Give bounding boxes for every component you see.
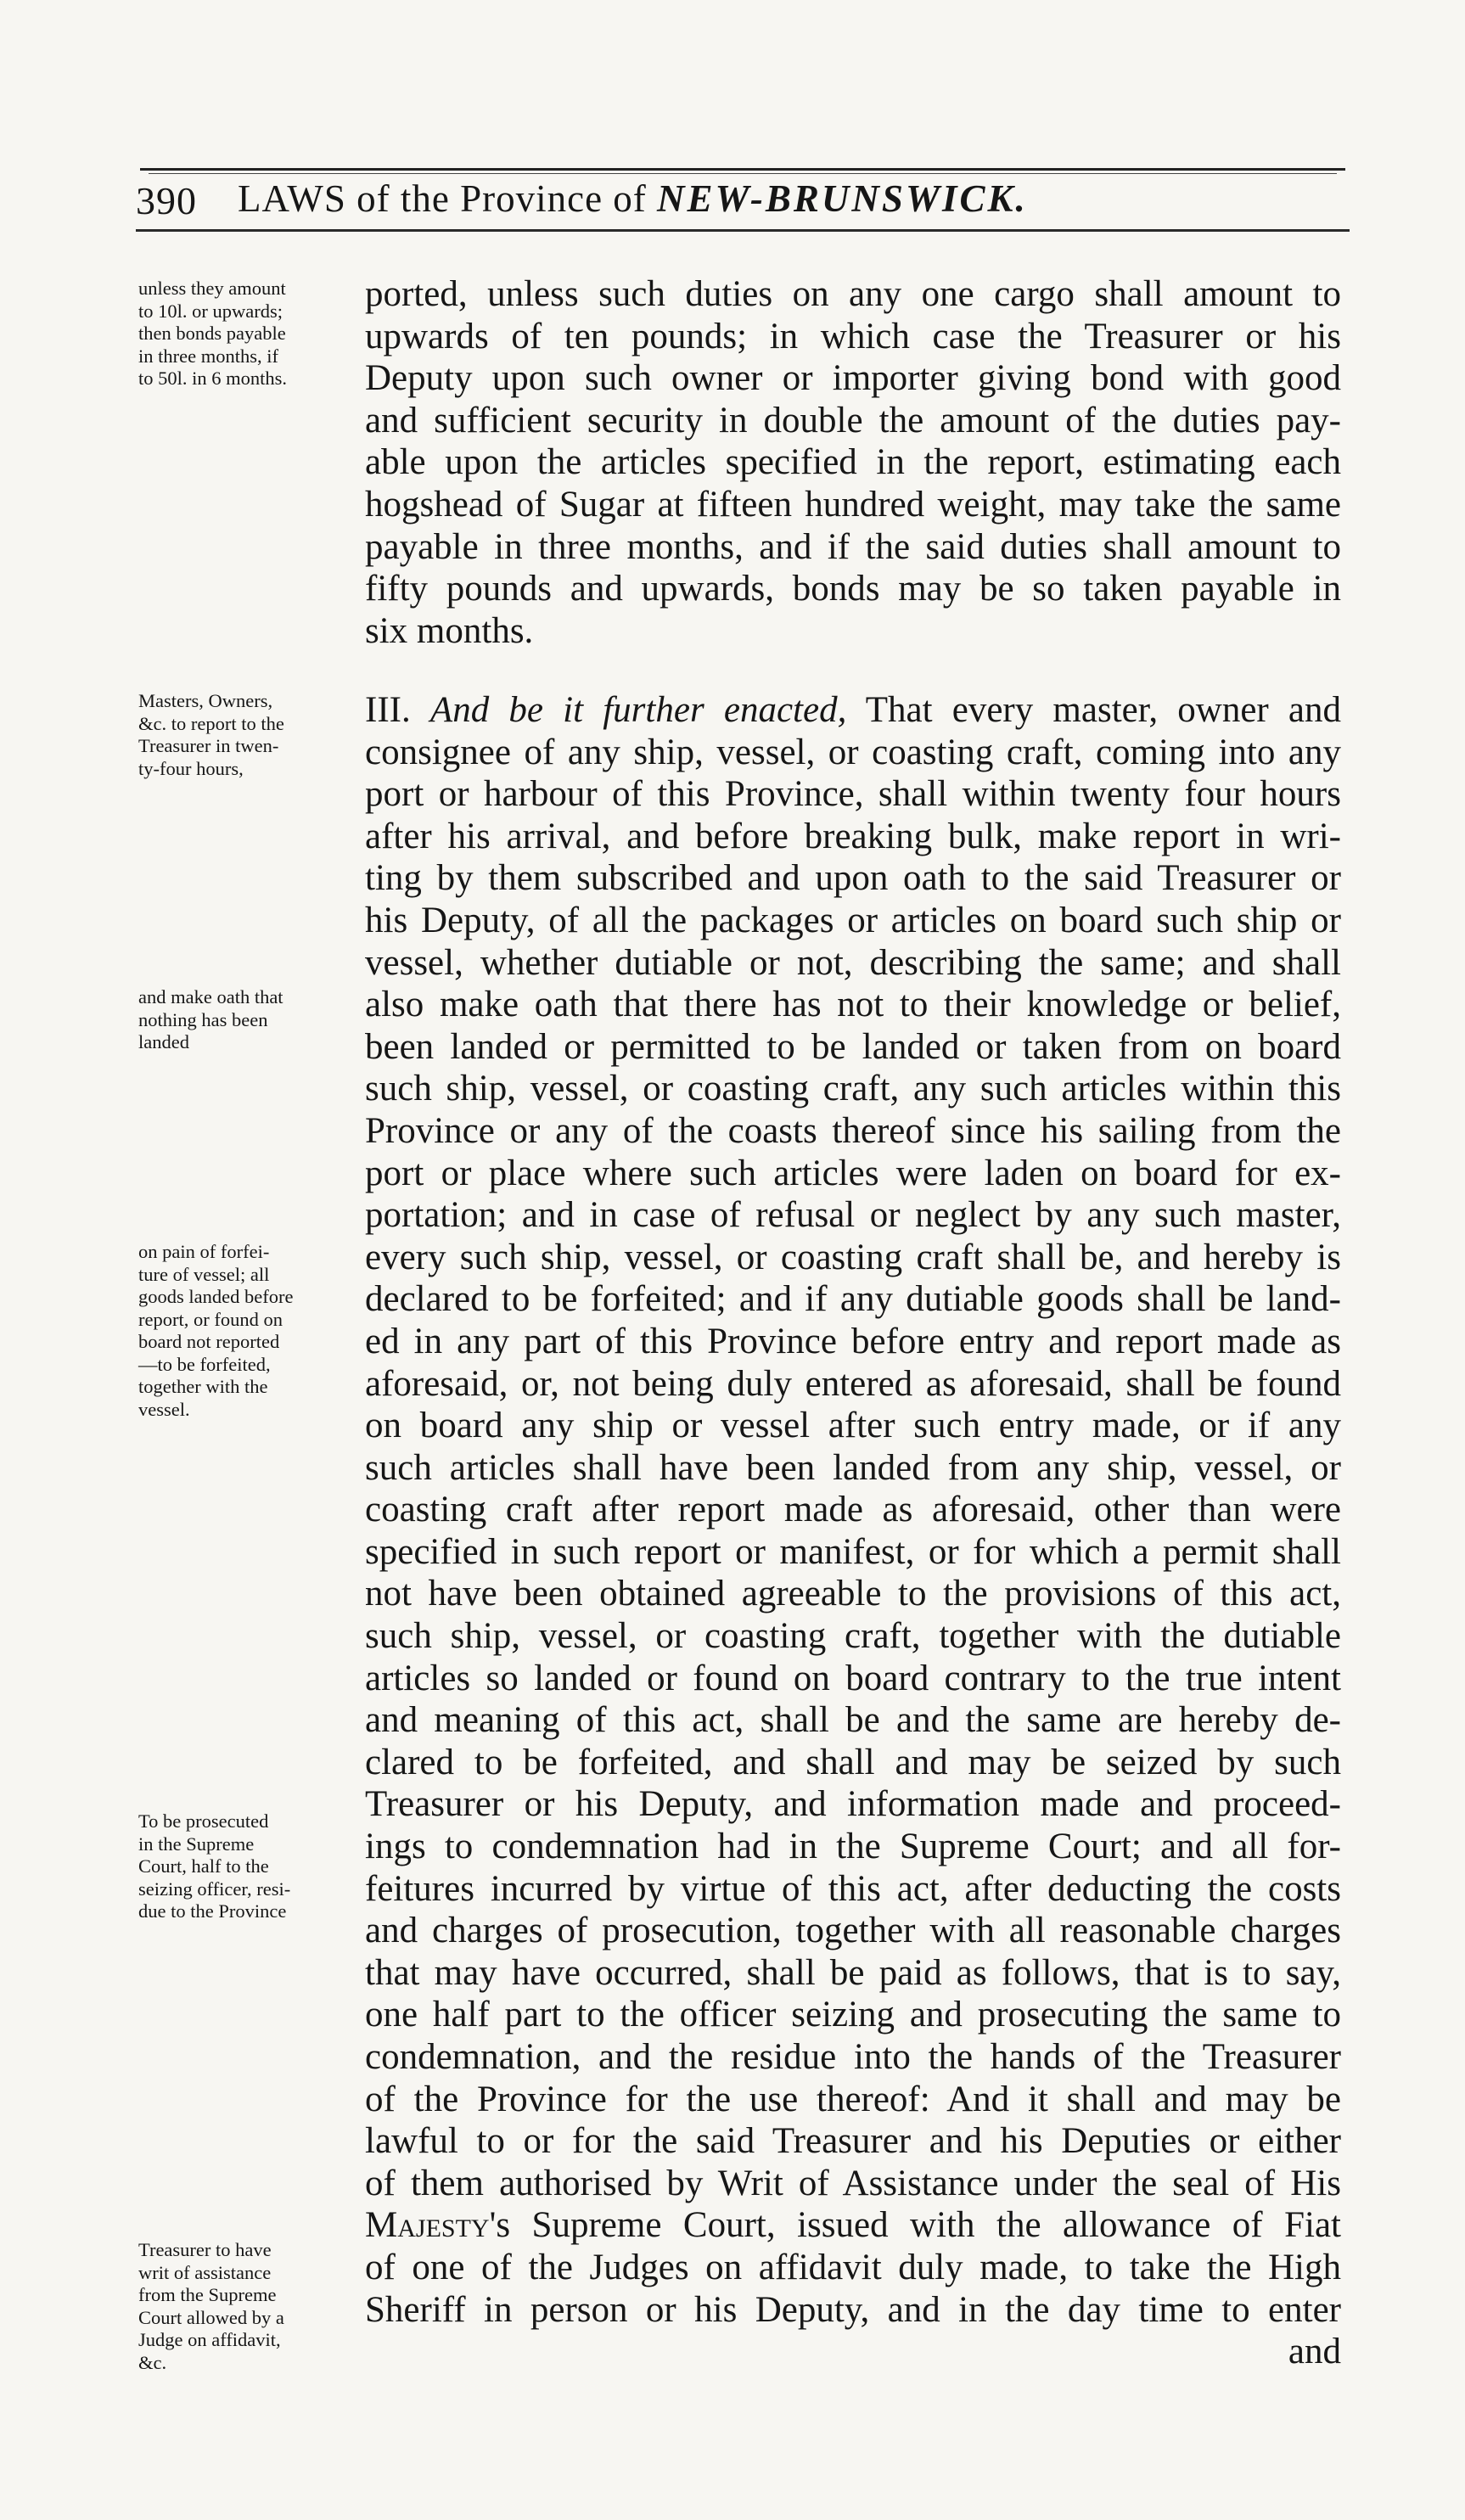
margin-note-line: seizing officer, resi-	[138, 1877, 291, 1900]
margin-note-line: together with the	[138, 1376, 268, 1397]
running-head-prefix: LAWS of the Province of	[238, 177, 647, 220]
text-line: that may have occurred, shall be paid as follows, that is to say,	[365, 1952, 1341, 1993]
margin-note-line: in the Supreme	[138, 1832, 255, 1855]
text-line: not have been obtained agreeable to the provisions of this act,	[365, 1574, 1341, 1614]
text-line: of the Province for the use thereof: And it shall and may be	[365, 2079, 1341, 2119]
first-line-rest: That every master, owner and	[865, 690, 1342, 730]
text-line: Sheriff in person or his Deputy, and in the day time to enter	[365, 2289, 1341, 2330]
majesty-word: Majesty	[365, 2205, 490, 2246]
enacting-clause: And be it further enacted,	[429, 690, 847, 730]
text-line: able upon the articles specified in the report, estimating each	[365, 442, 1341, 483]
margin-note-line: Masters, Owners,	[138, 690, 273, 711]
text-line: and sufficient security in double the amount of the duties pay-	[365, 400, 1341, 441]
text-line: his Deputy, of all the packages or articles on board such ship or	[365, 900, 1341, 940]
text-line: Province or any of the coasts thereof since his sailing from the	[365, 1110, 1341, 1151]
margin-note-line: vessel.	[138, 1398, 190, 1420]
margin-note-writ	[138, 2239, 361, 2374]
text-line: consignee of any ship, vessel, or coasting craft, coming into any	[365, 732, 1341, 772]
text-line: coasting craft after report made as aforesaid, other than were	[365, 1490, 1341, 1530]
text-line: upwards of ten pounds; in which case the Treasurer or his	[365, 316, 1341, 356]
text-line: ported, unless such duties on any one cargo shall amount to	[365, 274, 1341, 314]
text-line: portation; and in case of refusal or neglect by any such master,	[365, 1195, 1341, 1236]
margin-note-line: to 50l. in 6 months.	[138, 368, 288, 389]
text-line: after his arrival, and before breaking bulk, make report in wri-	[365, 816, 1341, 856]
text-line: payable in three months, and if the said duties shall amount to	[365, 526, 1341, 567]
page-header	[136, 170, 1341, 246]
margin-note-line: Judge on affidavit,	[138, 2329, 281, 2350]
text-line: port or harbour of this Province, shall within twenty four hours	[365, 774, 1341, 815]
margin-note-line: landed	[138, 1031, 189, 1052]
margin-note-line: nothing has been	[138, 1008, 268, 1030]
text-line: clared to be forfeited, and shall and may be seized by such	[365, 1742, 1341, 1782]
province-name: NEW-BRUNSWICK.	[657, 177, 1028, 220]
page-number: 390	[136, 179, 197, 222]
majesty-line	[365, 2204, 1341, 2247]
text-line: and meaning of this act, shall be and the same are hereby de-	[365, 1700, 1341, 1741]
margin-note-line: report, or found on	[138, 1308, 283, 1330]
section-number: III.	[365, 690, 411, 730]
paragraph-continuation	[365, 273, 1341, 652]
text-line: hogshead of Sugar at fifteen hundred weight, may take the same	[365, 484, 1341, 525]
text-line: and charges of prosecution, together with all reasonable charges	[365, 1911, 1341, 1951]
margin-note-line: Treasurer to have	[138, 2239, 272, 2260]
margin-note-line: writ of assistance	[138, 2261, 272, 2283]
margin-note-line: —to be forfeited,	[138, 1353, 271, 1375]
margin-note-line: board not reported	[138, 1331, 280, 1352]
text-line: Treasurer or his Deputy, and information made and proceed-	[365, 1784, 1341, 1825]
running-head	[238, 177, 1028, 221]
text-line: such articles shall have been landed from any ship, vessel, or	[365, 1447, 1341, 1488]
text-line: six months.	[365, 610, 534, 651]
margin-note-line: to 10l. or upwards;	[138, 300, 283, 322]
text-line: fifty pounds and upwards, bonds may be so taken payable in	[365, 569, 1341, 609]
margin-note-oath	[138, 986, 361, 1054]
text-line: of one of the Judges on affidavit duly made, to take the High	[365, 2247, 1341, 2287]
margin-note-line: from the Supreme	[138, 2284, 277, 2305]
text-line: ting by them subscribed and upon oath to the said Treasurer or	[365, 858, 1341, 899]
margin-note-duties	[138, 278, 361, 390]
text-line: been landed or permitted to be landed or taken from on board	[365, 1026, 1341, 1067]
text-line: declared to be forfeited; and if any dutiable goods shall be land-	[365, 1279, 1341, 1320]
text-line: such ship, vessel, or coasting craft, any such articles within this	[365, 1069, 1341, 1109]
margin-note-line: To be prosecuted	[138, 1810, 269, 1832]
text-line: ings to condemnation had in the Supreme Court; and all for-	[365, 1827, 1341, 1867]
text-line: of them authorised by Writ of Assistance under the seal of His	[365, 2163, 1341, 2203]
section-first-line	[365, 689, 1341, 732]
header-rule	[136, 229, 1350, 232]
text-line: specified in such report or manifest, or for which a permit shall	[365, 1531, 1341, 1572]
margin-note-line: and make oath that	[138, 986, 283, 1007]
margin-note-line: &c.	[138, 2351, 167, 2373]
text-line: feitures incurred by virtue of this act, after deducting the costs	[365, 1868, 1341, 1909]
majesty-line-rest: 's Supreme Court, issued with the allowance of Fiat	[489, 2205, 1341, 2246]
text-line: lawful to or for the said Treasurer and his Deputies or either	[365, 2121, 1341, 2162]
text-line: one half part to the officer seizing and prosecuting the same to	[365, 1995, 1341, 2035]
margin-note-line: &c. to report to the	[138, 712, 284, 734]
text-line: aforesaid, or, not being duly entered as aforesaid, shall be found	[365, 1363, 1341, 1404]
text-line: every such ship, vessel, or coasting craft shall be, and hereby is	[365, 1237, 1341, 1277]
margin-note-line: then bonds payable	[138, 323, 286, 344]
margin-note-line: ture of vessel; all	[138, 1263, 270, 1285]
margin-note-masters	[138, 690, 361, 780]
text-line: ed in any part of this Province before entry and report made as	[365, 1321, 1341, 1361]
text-line: vessel, whether dutiable or not, describing the same; and shall	[365, 942, 1341, 983]
text-line: port or place where such articles were laden on board for ex-	[365, 1153, 1341, 1193]
catchword: and	[1288, 2332, 1341, 2372]
text-line: condemnation, and the residue into the hands of the Treasurer	[365, 2037, 1341, 2077]
text-line: Deputy upon such owner or importer giving bond with good	[365, 358, 1341, 399]
margin-note-line: on pain of forfei-	[138, 1241, 270, 1262]
text-line: such ship, vessel, or coasting craft, together with the dutiable	[365, 1616, 1341, 1657]
margin-note-line: unless they amount	[138, 278, 286, 299]
text-line: articles so landed or found on board contrary to the true intent	[365, 1658, 1341, 1698]
margin-note-prosecuted	[138, 1810, 361, 1923]
margin-note-line: due to the Province	[138, 1900, 287, 1922]
margin-note-line: goods landed before	[138, 1286, 294, 1307]
margin-note-line: ty-four hours,	[138, 757, 244, 779]
margin-note-line: in three months, if	[138, 345, 278, 367]
margin-note-line: Court, half to the	[138, 1855, 269, 1877]
text-line: on board any ship or vessel after such entry made, or if any	[365, 1406, 1341, 1446]
text-line: also make oath that there has not to their knowledge or belief,	[365, 985, 1341, 1025]
margin-note-line: Court allowed by a	[138, 2306, 284, 2328]
margin-note-line: Treasurer in twen-	[138, 735, 279, 756]
section-three	[365, 689, 1341, 2373]
margin-note-forfeiture	[138, 1241, 361, 1421]
